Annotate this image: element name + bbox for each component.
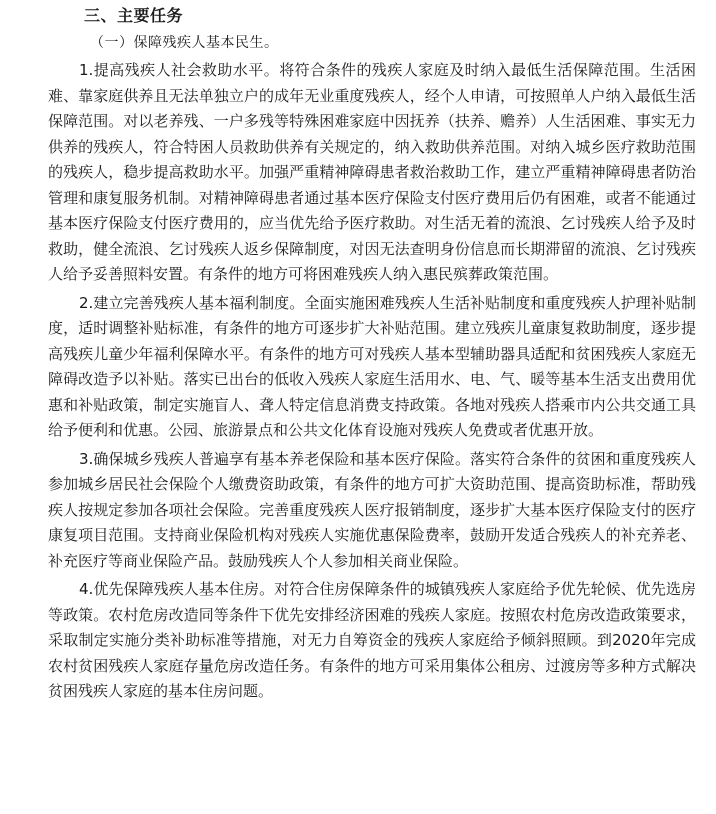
document-body	[48, 0, 696, 705]
section-title: 三、主要任务	[84, 6, 184, 25]
paragraph-welfare-system: 2.建立完善残疾人基本福利制度。全面实施困难残疾人生活补贴制度和重度残疾人护理补贴制度，适时调整补贴标准，有条件的地方可逐步扩大补贴范围。建立残疾儿童康复救助制度，逐步提高残疾儿童少年福利保障水平。有条件的地方可对残疾人基本型辅助器具适配和贫困残疾人家庭无障碍改造予以补贴。落实已出台的低收入残疾人家庭生活用水、电、气、暖等基本生活支出费用优惠和补贴政策，制定实施盲人、聋人特定信息消费支持政策。各地对残疾人搭乘市内公共交通工具给予便利和优惠。公园、旅游景点和公共文化体育设施对残疾人免费或者优惠开放。	[48, 293, 696, 439]
paragraph-basic-housing: 4.优先保障残疾人基本住房。对符合住房保障条件的城镇残疾人家庭给予优先轮候、优先选房等政策。农村危房改造同等条件下优先安排经济困难的残疾人家庭。按照农村危房改造政策要求，采取制定实施分类补助标准等措施，对无力自筹资金的残疾人家庭给予倾斜照顾。到2020年完成农村贫困残疾人家庭存量危房改造任务。有条件的地方可采用集体公租房、过渡房等多种方式解决贫困残疾人家庭的基本住房问题。	[48, 580, 696, 700]
paragraph-social-assistance: 1.提高残疾人社会救助水平。将符合条件的残疾人家庭及时纳入最低生活保障范围。生活困难、靠家庭供养且无法单独立户的成年无业重度残疾人，经个人申请，可按照单人户纳入最低生活保障范围。对以老养残、一户多残等特殊困难家庭中因抚养（扶养、赡养）人生活困难、事实无力供养的残疾人，符合特困人员救助供养有关规定的，纳入救助供养范围。对纳入城乡医疗救助范围的残疾人，稳步提高救助水平。加强严重精神障碍患者救治救助工作，建立严重精神障碍患者防治管理和康复服务机制。对精神障碍患者通过基本医疗保险支付医疗费用后仍有困难，或者不能通过基本医疗保险支付医疗费用的，应当优先给予医疗救助。对生活无着的流浪、乞讨残疾人给予及时救助，健全流浪、乞讨残疾人返乡保障制度，对因无法查明身份信息而长期滞留的流浪、乞讨残疾人给予妥善照料安置。有条件的地方可将困难残疾人纳入惠民殡葬政策范围。	[48, 61, 696, 283]
subsection-title: （一）保障残疾人基本民生。	[90, 35, 279, 51]
paragraph-pension-medical-insurance: 3.确保城乡残疾人普遍享有基本养老保险和基本医疗保险。落实符合条件的贫困和重度残疾人参加城乡居民社会保险个人缴费资助政策，有条件的地方可扩大资助范围、提高资助标准，帮助残疾人按规定参加各项社会保险。完善重度残疾人医疗报销制度，逐步扩大基本医疗保险支付的医疗康复项目范围。支持商业保险机构对残疾人实施优惠保险费率，鼓励开发适合残疾人的补充养老、补充医疗等商业保险产品。鼓励残疾人个人参加相关商业保险。	[48, 449, 696, 570]
